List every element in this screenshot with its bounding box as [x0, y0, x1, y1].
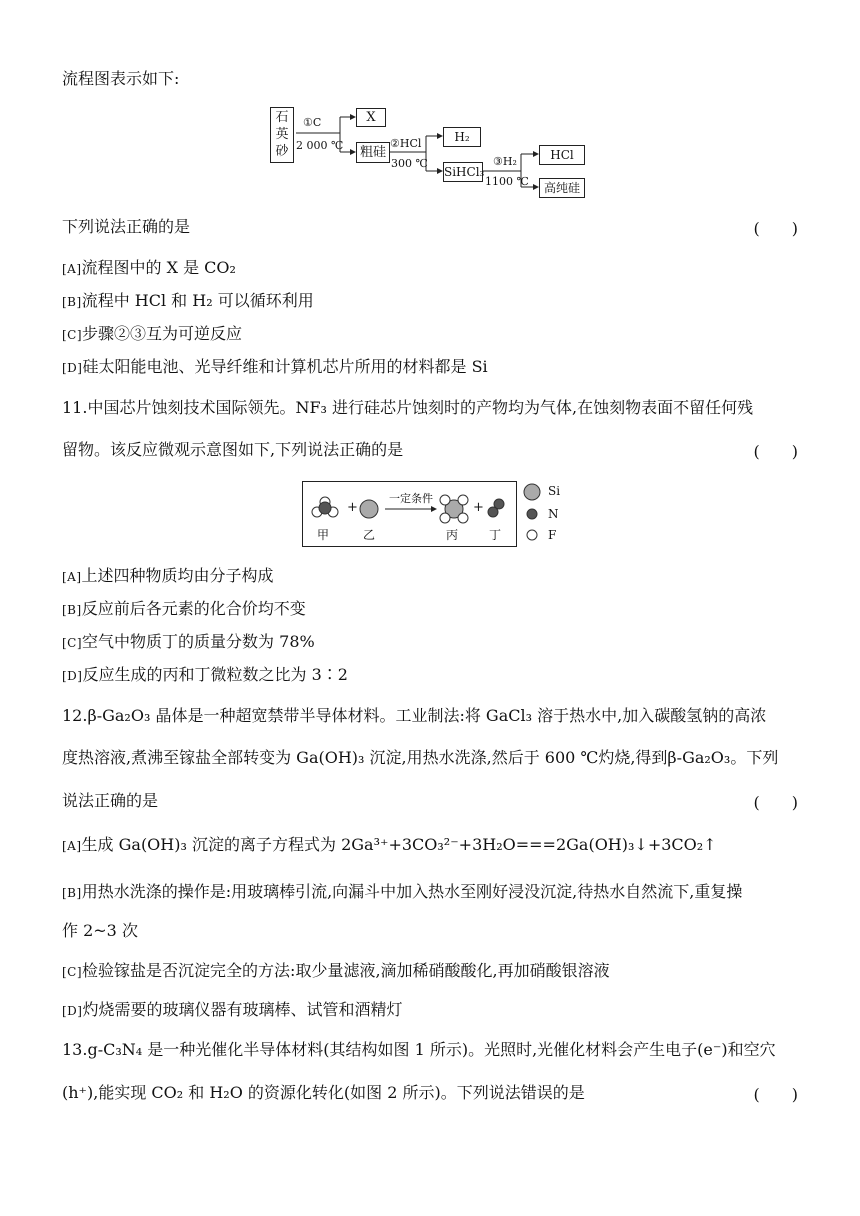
option-tag: [D]	[62, 361, 83, 375]
q13-answer-bracket: ( )	[753, 1085, 798, 1104]
q11-option-c	[62, 631, 798, 654]
option-text: 步骤②③互为可逆反应	[82, 324, 243, 343]
plus-sign-1: +	[347, 500, 358, 515]
legend-f: F	[548, 528, 557, 542]
flow-node-crude-si: 粗硅	[356, 142, 390, 163]
q13-stem-line1: 13.g-C₃N₄ 是一种光催化半导体材料(其结构如图 1 所示)。光照时,光催化材料会产生电子(e⁻)和空穴	[62, 1040, 776, 1059]
q11-stem-line1: 11.中国芯片蚀刻技术国际领先。NF₃ 进行硅芯片蚀刻时的产物均为气体,在蚀刻物表面不留任何残	[62, 398, 754, 417]
legend-n: N	[548, 507, 559, 521]
option-text: 反应生成的丙和丁微粒数之比为 3∶2	[82, 665, 348, 684]
plus-sign-2: +	[473, 500, 484, 515]
option-tag: [A]	[62, 839, 82, 853]
legend-si: Si	[548, 484, 561, 498]
flow-node-pure-si: 高纯硅	[539, 178, 585, 198]
intro-text: 流程图表示如下:	[62, 69, 180, 88]
q10-option-a	[62, 257, 798, 280]
flow-step3-reagent: ③H₂	[493, 155, 517, 168]
option-text: 灼烧需要的玻璃仪器有玻璃棒、试管和酒精灯	[82, 1000, 403, 1019]
option-tag: [B]	[62, 295, 82, 309]
option-tag: [D]	[62, 669, 83, 683]
q12-option-d	[62, 999, 798, 1022]
q10-option-d	[62, 356, 798, 379]
option-text: 检验镓盐是否沉淀完全的方法:取少量滤液,滴加稀硝酸酸化,再加硝酸银溶液	[82, 961, 610, 980]
label-yi: 乙	[363, 528, 376, 542]
q10-stem: 下列说法正确的是	[62, 217, 191, 236]
q10-option-c	[62, 323, 798, 346]
option-text: 上述四种物质均由分子构成	[81, 566, 274, 585]
q10-option-b	[62, 290, 798, 313]
q11-option-d	[62, 664, 798, 687]
q12-stem-line1: 12.β-Ga₂O₃ 晶体是一种超宽禁带半导体材料。工业制法:将 GaCl₃ 溶于热水中,加入碳酸氢钠的高浓	[62, 706, 767, 725]
q12-option-c	[62, 960, 798, 983]
option-tag: [D]	[62, 1004, 83, 1018]
q12-option-b	[62, 881, 798, 904]
option-text: 硅太阳能电池、光导纤维和计算机芯片所用的材料都是 Si	[82, 357, 488, 376]
q13-stem-line2: (h⁺),能实现 CO₂ 和 H₂O 的资源化转化(如图 2 所示)。下列说法错误的是	[62, 1083, 585, 1102]
option-text: 空气中物质丁的质量分数为 78%	[82, 632, 315, 651]
flow-step2-condition: 300 ℃	[391, 157, 428, 170]
option-tag: [B]	[62, 886, 82, 900]
q12-stem-line2: 度热溶液,煮沸至镓盐全部转变为 Ga(OH)₃ 沉淀,用热水洗涤,然后于 600 ℃灼烧,得到β-Ga₂O₃。下列	[62, 748, 779, 767]
flow-arrows	[0, 0, 860, 210]
label-ding: 丁	[489, 528, 502, 542]
flow-node-quartz	[270, 107, 294, 163]
reaction-condition: 一定条件	[389, 492, 433, 505]
option-text: 生成 Ga(OH)₃ 沉淀的离子方程式为 2Ga³⁺+3CO₃²⁻+3H₂O===2Ga(OH)₃↓+3CO₂↑	[81, 835, 717, 854]
q11-option-b	[62, 598, 798, 621]
q12-option-b-cont	[62, 920, 798, 942]
flow-step1-condition: 2 000 ℃	[296, 139, 344, 152]
option-text: 反应前后各元素的化合价均不变	[81, 599, 306, 618]
option-tag: [C]	[62, 636, 83, 650]
flow-step2-reagent: ②HCl	[390, 137, 422, 150]
option-tag: [A]	[62, 570, 82, 584]
q11-answer-bracket: ( )	[753, 442, 798, 461]
flow-node-sihcl3: SiHCl₃	[443, 162, 483, 182]
flow-step3-condition: 1100 ℃	[485, 175, 529, 188]
flow-node-x: X	[356, 108, 386, 127]
option-text: 流程中 HCl 和 H₂ 可以循环利用	[81, 291, 314, 310]
q12-answer-bracket: ( )	[753, 793, 798, 812]
option-tag: [A]	[62, 262, 82, 276]
option-text: 流程图中的 X 是 CO₂	[81, 258, 236, 277]
flow-node-hcl: HCl	[539, 145, 585, 165]
flow-node-h2: H₂	[443, 127, 481, 147]
option-text: 用热水洗涤的操作是:用玻璃棒引流,向漏斗中加入热水至刚好浸没沉淀,待热水自然流下,重复操	[81, 882, 743, 901]
option-tag: [C]	[62, 328, 83, 342]
q12-stem-line3: 说法正确的是	[62, 791, 159, 810]
q10-answer-bracket: ( )	[753, 219, 798, 238]
q12-option-a	[62, 834, 798, 857]
label-bing: 丙	[446, 528, 459, 542]
reaction-diagram	[302, 481, 517, 547]
q11-option-a	[62, 565, 798, 588]
flow-step1-reagent: ①C	[303, 116, 322, 129]
option-tag: [C]	[62, 965, 83, 979]
q11-stem-line2: 留物。该反应微观示意图如下,下列说法正确的是	[62, 440, 404, 459]
option-tag: [B]	[62, 603, 82, 617]
option-text: 作 2~3 次	[62, 921, 138, 940]
legend-swatches	[522, 481, 542, 547]
flow-quartz-label: 石英砂	[275, 110, 289, 159]
label-jia: 甲	[317, 528, 330, 542]
